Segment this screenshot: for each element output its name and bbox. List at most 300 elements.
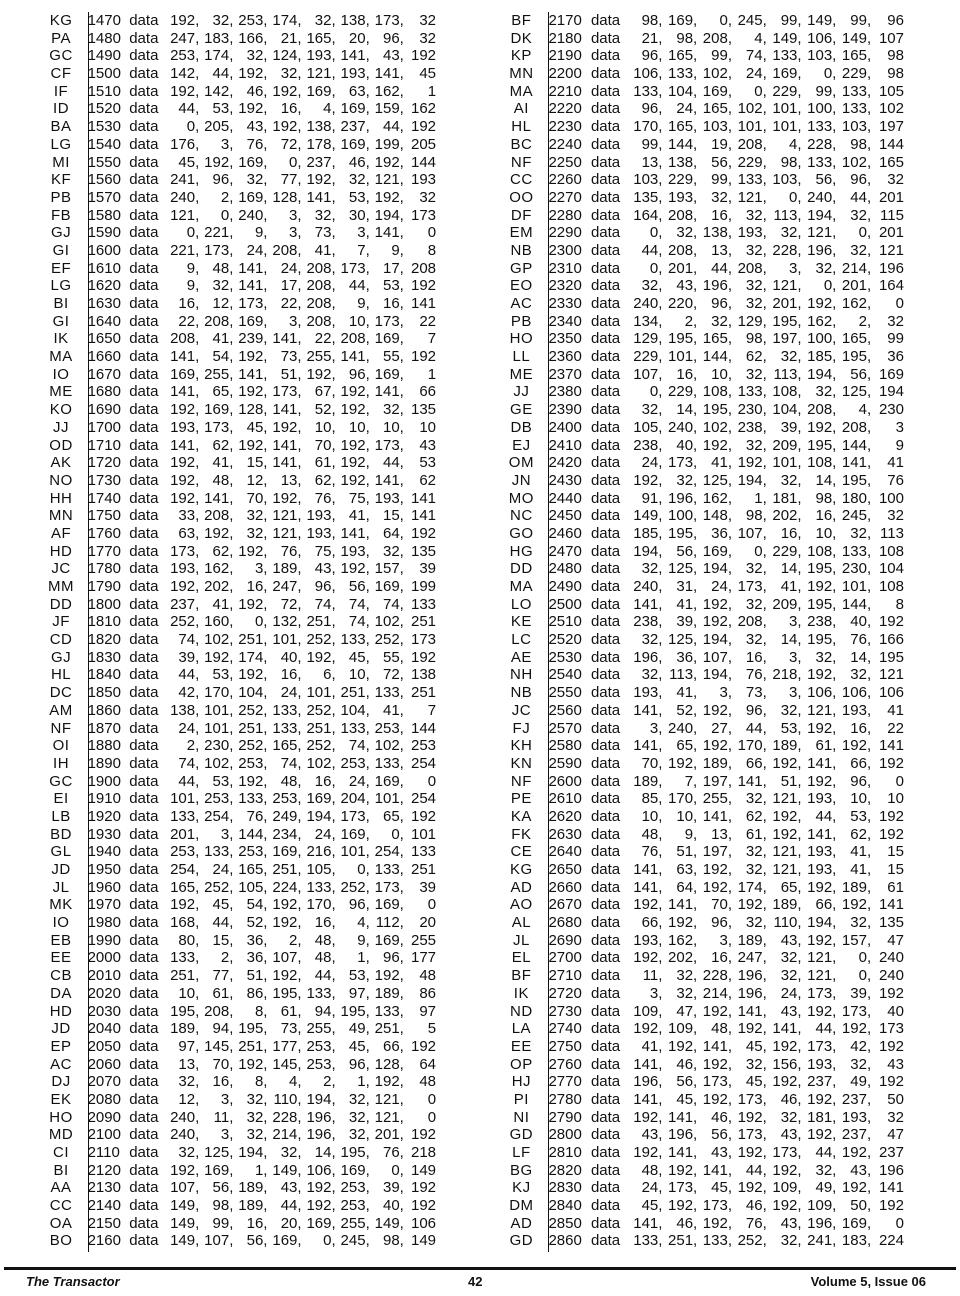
data-value: 45, xyxy=(212,896,234,914)
data-value: 32, xyxy=(745,631,767,649)
line-number: 2190 xyxy=(548,47,582,65)
data-value: 52, xyxy=(676,701,698,719)
data-value: 24, xyxy=(745,65,767,83)
listing-line xyxy=(504,649,904,667)
data-value: 141, xyxy=(238,365,268,383)
checksum-code: CI xyxy=(53,1144,70,1161)
data-value: 9, xyxy=(186,277,200,295)
data-value: 32, xyxy=(780,967,802,985)
checksum-code: GP xyxy=(510,259,533,277)
listing-line xyxy=(504,1020,904,1038)
data-value: 173 xyxy=(411,631,437,649)
line-number: 2140 xyxy=(87,1197,121,1215)
data-value: 45, xyxy=(178,153,200,171)
data-value: 195, xyxy=(841,471,872,489)
listing-column-right xyxy=(504,12,904,1250)
data-keyword: data xyxy=(129,1108,159,1126)
checksum-code: MN xyxy=(48,507,74,525)
data-value: 165, xyxy=(702,330,732,348)
data-value: 76, xyxy=(246,807,268,825)
data-value: 41, xyxy=(641,1037,663,1055)
checksum-code: LG xyxy=(50,277,72,295)
data-value: 96, xyxy=(850,171,872,189)
data-value: 192, xyxy=(841,896,872,914)
data-value: 192, xyxy=(807,1126,837,1144)
data-value: 16, xyxy=(815,507,837,525)
data-value: 32, xyxy=(246,507,268,525)
listing-line xyxy=(504,1144,904,1162)
data-value: 40, xyxy=(676,436,698,454)
data-value: 251 xyxy=(411,684,437,702)
data-value: 36, xyxy=(711,524,732,542)
data-value: 194, xyxy=(306,807,336,825)
data-value: 0 xyxy=(895,772,904,790)
data-value: 96, xyxy=(641,100,663,118)
data-keyword: data xyxy=(590,967,621,985)
data-value: 20, xyxy=(348,29,370,47)
checksum-code: BI xyxy=(53,295,69,312)
data-value: 157, xyxy=(841,931,872,949)
data-value: 65, xyxy=(382,807,404,825)
data-keyword: data xyxy=(129,878,159,896)
data-value: 32, xyxy=(745,277,767,295)
data-value: 86, xyxy=(246,984,268,1002)
checksum-code: NH xyxy=(510,666,533,684)
data-value: 46, xyxy=(745,1197,767,1215)
data-value: 192, xyxy=(170,489,200,507)
data-value: 173 xyxy=(411,206,437,224)
data-value: 169, xyxy=(340,825,370,843)
data-keyword: data xyxy=(590,754,621,772)
data-value: 32, xyxy=(815,1161,837,1179)
data-value: 185, xyxy=(807,348,837,366)
data-value: 169, xyxy=(170,365,200,383)
data-value: 39, xyxy=(780,418,802,436)
data-value: 121, xyxy=(374,1108,404,1126)
data-value: 97, xyxy=(178,1037,200,1055)
data-value: 16, xyxy=(711,206,732,224)
line-number: 2780 xyxy=(548,1090,582,1108)
data-value: 32, xyxy=(745,914,767,932)
data-value: 192, xyxy=(807,772,837,790)
data-value: 39 xyxy=(419,560,437,578)
data-value: 234, xyxy=(272,825,302,843)
data-value: 208, xyxy=(170,330,200,348)
checksum-code: CF xyxy=(50,65,72,83)
listing-line xyxy=(504,118,904,136)
checksum-code: NF xyxy=(510,772,532,790)
data-value: 196 xyxy=(878,259,904,277)
data-value: 10, xyxy=(348,666,370,684)
data-value: 107, xyxy=(633,365,663,383)
data-value: 129, xyxy=(633,330,663,348)
data-value: 193, xyxy=(841,701,872,719)
line-number: 1810 xyxy=(87,613,121,631)
data-value: 193, xyxy=(340,542,370,560)
data-keyword: data xyxy=(590,365,621,383)
data-value: 255, xyxy=(306,1020,336,1038)
data-value: 160, xyxy=(204,613,234,631)
data-value: 141, xyxy=(633,737,663,755)
data-value: 251, xyxy=(668,1232,698,1250)
column-divider xyxy=(548,12,549,1252)
data-keyword: data xyxy=(129,454,159,472)
data-value: 141, xyxy=(702,1037,732,1055)
data-value: 97 xyxy=(419,1002,437,1020)
data-value: 76, xyxy=(641,843,663,861)
data-value: 149, xyxy=(807,12,837,29)
data-value: 76, xyxy=(850,631,872,649)
listing-line xyxy=(504,790,904,808)
data-keyword: data xyxy=(590,684,621,702)
line-number: 2510 xyxy=(548,613,582,631)
data-value: 192, xyxy=(772,1073,802,1091)
data-value: 124, xyxy=(272,47,302,65)
data-value: 53, xyxy=(780,719,802,737)
checksum-code: DC xyxy=(49,684,73,702)
data-value: 32, xyxy=(246,1126,268,1144)
data-keyword: data xyxy=(129,719,159,737)
listing-line xyxy=(504,949,904,967)
data-value: 43, xyxy=(780,1126,802,1144)
data-value: 108, xyxy=(807,454,837,472)
line-number: 2220 xyxy=(548,100,582,118)
data-value: 10, xyxy=(676,807,698,825)
checksum-code: ME xyxy=(509,365,534,383)
data-value: 100, xyxy=(807,100,837,118)
data-value: 32, xyxy=(780,1108,802,1126)
data-value: 32 xyxy=(419,29,437,47)
checksum-code: JL xyxy=(52,878,70,896)
line-number: 2310 xyxy=(548,259,582,277)
data-value: 192 xyxy=(878,984,904,1002)
listing-line xyxy=(504,472,904,490)
data-value: 194, xyxy=(737,471,767,489)
data-value: 142, xyxy=(170,65,200,83)
line-number: 2630 xyxy=(548,825,582,843)
checksum-code: GJ xyxy=(50,224,72,242)
checksum-code: KA xyxy=(510,807,532,825)
data-value: 162, xyxy=(807,312,837,330)
data-value: 10, xyxy=(348,418,370,436)
data-value: 74, xyxy=(348,613,370,631)
data-value: 74, xyxy=(280,754,302,772)
data-keyword: data xyxy=(590,507,621,525)
data-value: 195, xyxy=(272,984,302,1002)
data-value: 41, xyxy=(850,861,872,878)
data-value: 62, xyxy=(745,348,767,366)
data-value: 192, xyxy=(633,949,663,967)
data-value: 16, xyxy=(246,1214,268,1232)
data-value: 192, xyxy=(668,914,698,932)
data-value: 74, xyxy=(178,631,200,649)
listing-line xyxy=(44,1073,436,1091)
data-value: 192, xyxy=(238,595,268,613)
data-value: 195, xyxy=(340,1144,370,1161)
data-value: 121, xyxy=(772,277,802,295)
data-value: 208, xyxy=(737,259,767,277)
line-number: 1600 xyxy=(87,241,121,259)
data-value: 192 xyxy=(411,47,437,65)
data-value: 16, xyxy=(780,524,802,542)
data-value: 247, xyxy=(737,949,767,967)
data-value: 62, xyxy=(850,825,872,843)
data-value: 51, xyxy=(246,967,268,985)
listing-line xyxy=(44,684,436,702)
data-value: 9, xyxy=(391,241,404,259)
listing-line xyxy=(504,30,904,48)
line-number: 1900 xyxy=(87,772,121,790)
data-value: 43, xyxy=(780,931,802,949)
data-value: 162, xyxy=(374,82,404,100)
data-keyword: data xyxy=(590,454,621,472)
data-value: 192 xyxy=(411,348,437,366)
checksum-code: PB xyxy=(50,188,72,206)
listing-line xyxy=(44,720,436,738)
data-value: 133, xyxy=(374,1002,404,1020)
data-value: 9 xyxy=(895,436,904,454)
data-value: 229, xyxy=(737,153,767,171)
checksum-code: AC xyxy=(510,295,533,312)
listing-line xyxy=(504,684,904,702)
data-value: 70, xyxy=(314,436,336,454)
line-number: 2010 xyxy=(87,967,121,985)
data-value: 3, xyxy=(789,613,802,631)
checksum-code: IO xyxy=(52,365,70,383)
data-keyword: data xyxy=(590,1144,621,1161)
data-value: 197, xyxy=(702,772,732,790)
data-value: 165, xyxy=(668,47,698,65)
listing-line xyxy=(44,30,436,48)
data-value: 149, xyxy=(170,1232,200,1250)
data-value: 121, xyxy=(170,206,200,224)
data-value: 9, xyxy=(186,259,200,277)
data-value: 46, xyxy=(348,153,370,171)
data-value: 194, xyxy=(807,206,837,224)
listing-line xyxy=(504,295,904,313)
data-value: 106, xyxy=(633,65,663,83)
listing-line xyxy=(44,490,436,508)
data-value: 98 xyxy=(887,47,904,65)
data-value: 14, xyxy=(850,648,872,666)
data-value: 195, xyxy=(807,631,837,649)
checksum-code: CC xyxy=(510,171,533,189)
data-value: 52, xyxy=(314,401,336,419)
data-value: 192, xyxy=(170,454,200,472)
data-value: 0, xyxy=(858,967,872,985)
data-value: 113, xyxy=(773,365,802,383)
checksum-code: IF xyxy=(53,82,69,100)
checksum-code: JF xyxy=(52,613,70,631)
listing-line xyxy=(504,490,904,508)
data-keyword: data xyxy=(590,224,621,242)
data-value: 44, xyxy=(280,1197,302,1215)
data-value: 40, xyxy=(280,648,302,666)
data-value: 192, xyxy=(340,436,370,454)
checksum-code: CE xyxy=(510,843,533,861)
data-value: 121, xyxy=(272,524,302,542)
data-keyword: data xyxy=(129,241,159,259)
data-value: 49, xyxy=(348,1020,370,1038)
data-value: 44, xyxy=(711,259,732,277)
listing-line xyxy=(44,1179,436,1197)
data-value: 251 xyxy=(411,613,437,631)
data-value: 169, xyxy=(668,12,698,29)
data-value: 3, xyxy=(220,1126,234,1144)
data-value: 166, xyxy=(238,29,268,47)
listing-line xyxy=(504,313,904,331)
listing-line xyxy=(44,1003,436,1021)
data-value: 0, xyxy=(220,206,234,224)
data-value: 192, xyxy=(340,454,370,472)
line-number: 2660 xyxy=(548,878,582,896)
data-value: 32, xyxy=(280,1144,302,1161)
data-keyword: data xyxy=(129,507,159,525)
data-value: 141 xyxy=(411,295,437,312)
data-value: 56, xyxy=(676,1073,698,1091)
line-number: 2760 xyxy=(548,1055,582,1073)
checksum-code: MO xyxy=(508,489,534,507)
data-value: 194, xyxy=(702,560,732,578)
data-value: 133, xyxy=(702,1232,732,1250)
data-value: 45, xyxy=(246,418,268,436)
data-value: 189, xyxy=(238,1179,268,1197)
data-value: 32, xyxy=(780,224,802,242)
checksum-code: MI xyxy=(52,153,70,171)
data-value: 64 xyxy=(419,1055,437,1073)
checksum-code: KN xyxy=(510,754,533,772)
data-value: 247, xyxy=(170,29,200,47)
data-value: 199, xyxy=(374,135,404,153)
data-value: 192, xyxy=(841,737,872,755)
data-value: 32, xyxy=(745,295,767,312)
data-value: 141, xyxy=(340,524,370,542)
checksum-code: GE xyxy=(510,401,533,419)
data-value: 133, xyxy=(374,684,404,702)
data-keyword: data xyxy=(590,807,621,825)
data-value: 32, xyxy=(780,471,802,489)
checksum-code: HD xyxy=(49,1002,73,1020)
data-value: 192, xyxy=(340,383,370,401)
data-keyword: data xyxy=(129,1002,159,1020)
data-value: 201, xyxy=(668,259,698,277)
data-value: 194, xyxy=(374,206,404,224)
data-value: 101, xyxy=(340,843,370,861)
data-keyword: data xyxy=(590,12,621,29)
data-value: 121, xyxy=(772,843,802,861)
data-value: 169, xyxy=(306,1214,336,1232)
data-value: 106, xyxy=(807,684,837,702)
data-value: 56, xyxy=(850,365,872,383)
data-value: 48, xyxy=(314,931,336,949)
listing-line xyxy=(504,578,904,596)
data-value: 195, xyxy=(702,401,732,419)
data-value: 106, xyxy=(807,29,837,47)
data-value: 249, xyxy=(272,807,302,825)
data-value: 105 xyxy=(878,82,904,100)
data-value: 237, xyxy=(841,1126,872,1144)
data-value: 74, xyxy=(348,595,370,613)
listing-line xyxy=(504,613,904,631)
checksum-code: FJ xyxy=(512,719,531,737)
data-value: 253 xyxy=(411,737,437,755)
data-keyword: data xyxy=(129,1090,159,1108)
line-number: 1580 xyxy=(87,206,121,224)
data-value: 61, xyxy=(745,825,767,843)
data-value: 32, xyxy=(348,1090,370,1108)
data-value: 251, xyxy=(170,967,200,985)
data-value: 97, xyxy=(348,984,370,1002)
data-value: 237, xyxy=(807,1073,837,1091)
line-number: 2600 xyxy=(548,772,582,790)
data-value: 240, xyxy=(238,206,268,224)
data-value: 40, xyxy=(850,613,872,631)
data-value: 192, xyxy=(238,772,268,790)
data-value: 252, xyxy=(737,1232,767,1250)
data-value: 173, xyxy=(374,312,404,330)
data-value: 192, xyxy=(807,295,837,312)
listing-line xyxy=(44,773,436,791)
data-value: 108 xyxy=(878,578,904,595)
data-value: 0 xyxy=(427,896,437,914)
checksum-code: LL xyxy=(512,348,531,366)
data-value: 192, xyxy=(737,896,767,914)
data-value: 121, xyxy=(374,1090,404,1108)
checksum-code: NF xyxy=(50,719,72,737)
listing-line xyxy=(44,1144,436,1162)
data-value: 101, xyxy=(668,348,698,366)
data-value: 208, xyxy=(668,241,698,259)
data-value: 125, xyxy=(204,1144,234,1161)
data-value: 208, xyxy=(737,613,767,631)
line-number: 2650 xyxy=(548,861,582,878)
checksum-code: EI xyxy=(53,790,69,808)
checksum-code: GJ xyxy=(50,648,72,666)
data-value: 141, xyxy=(306,188,336,206)
data-value: 99, xyxy=(780,12,802,29)
data-value: 133, xyxy=(272,719,302,737)
data-value: 24, xyxy=(780,984,802,1002)
data-value: 173, xyxy=(807,1037,837,1055)
data-value: 4, xyxy=(858,401,872,419)
data-value: 165, xyxy=(841,47,872,65)
line-number: 1890 xyxy=(87,754,121,772)
data-value: 141, xyxy=(340,47,370,65)
data-value: 192, xyxy=(702,1055,732,1073)
data-keyword: data xyxy=(129,861,159,878)
data-value: 9, xyxy=(357,931,370,949)
data-value: 32, xyxy=(745,1055,767,1073)
data-value: 193, xyxy=(668,188,698,206)
checksum-code: IK xyxy=(513,984,529,1002)
data-value: 24, xyxy=(280,259,302,277)
data-value: 0, xyxy=(858,224,872,242)
data-value: 108, xyxy=(772,383,802,401)
data-value: 56, xyxy=(815,171,837,189)
data-value: 50, xyxy=(850,1197,872,1215)
data-keyword: data xyxy=(590,1020,621,1038)
data-value: 43, xyxy=(641,1126,663,1144)
data-value: 32, xyxy=(745,843,767,861)
data-value: 135 xyxy=(411,542,437,560)
data-value: 254 xyxy=(411,754,437,772)
data-value: 141, xyxy=(633,1214,663,1232)
data-value: 192 xyxy=(411,648,437,666)
data-value: 144, xyxy=(841,436,872,454)
data-value: 192, xyxy=(170,896,200,914)
line-number: 1910 xyxy=(87,790,121,808)
data-value: 192 xyxy=(411,1126,437,1144)
